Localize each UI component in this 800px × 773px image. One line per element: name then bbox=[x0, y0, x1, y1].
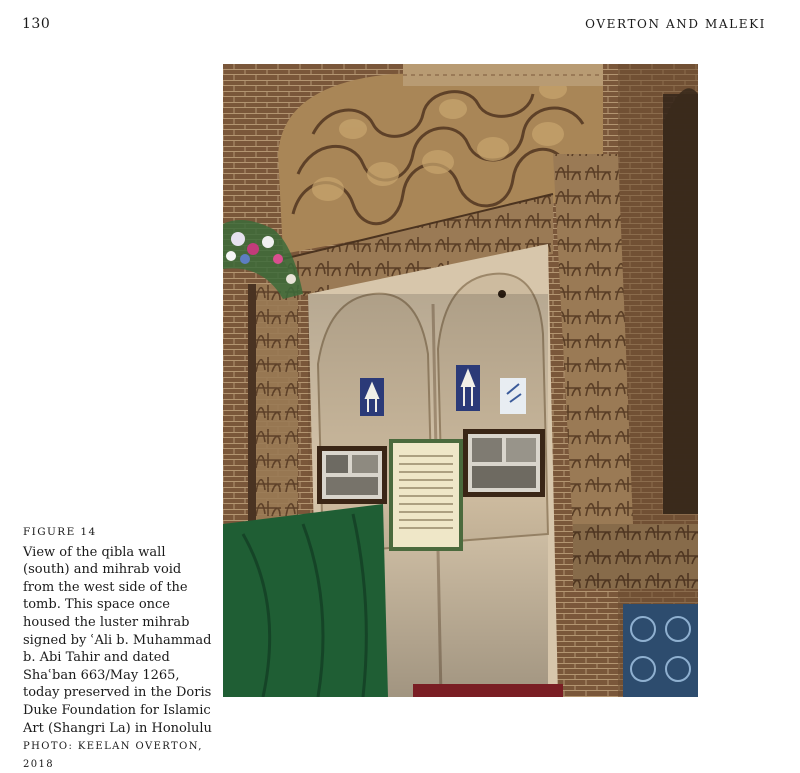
figure-photo bbox=[223, 64, 698, 697]
left-carved-pier bbox=[253, 284, 298, 534]
figure-label: FIGURE 14 bbox=[23, 526, 97, 538]
caption-text: View of the qibla wall (south) and mihrab void from the west side of the tomb. This space once housed the luster mihrab signed by ʿAli b. Muhammad b. Abi Tahir and dated Shaʿban 663/May 1265, today preserved in the Doris Duke Foundation for Islamic Art (Shangri La) in Honolulu bbox=[23, 544, 212, 736]
figure-caption bbox=[23, 524, 215, 773]
tile-panel bbox=[623, 604, 698, 697]
page-number: 130 bbox=[22, 16, 51, 32]
photo-credit: PHOTO: KEELAN OVERTON, 2018 bbox=[23, 741, 203, 770]
running-head: OVERTON AND MALEKI bbox=[585, 17, 766, 31]
carpet bbox=[413, 684, 563, 697]
